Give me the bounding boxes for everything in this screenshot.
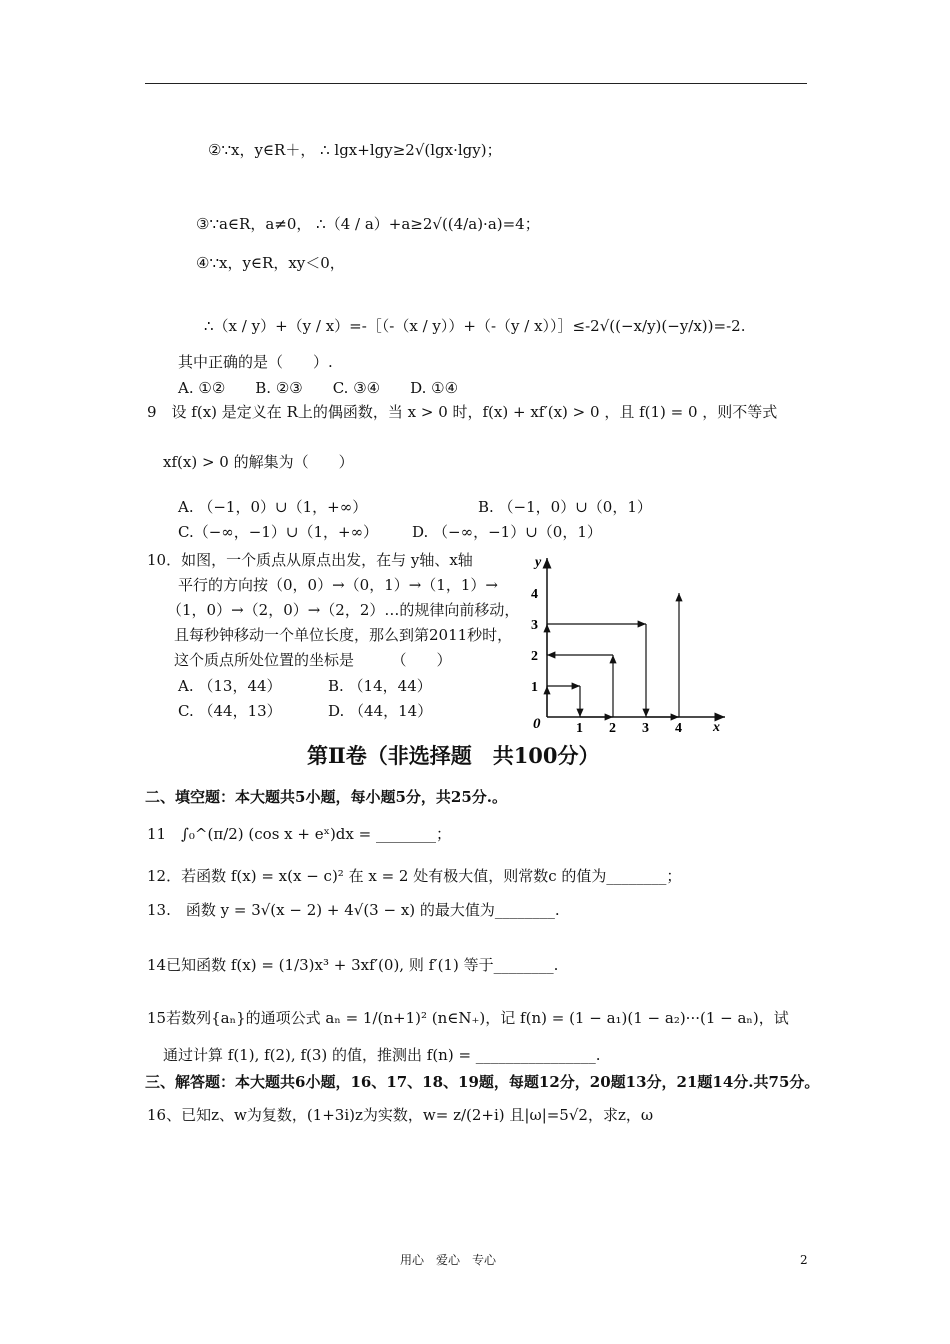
y-tick-label: 4 (531, 587, 538, 602)
question-9-stem: 9 设 f(x) 是定义在 R上的偶函数，当 x > 0 时，f(x) + xf′(x) > 0 ，且 f(1) = 0 ，则不等式 (147, 403, 778, 421)
header-rule (145, 83, 807, 84)
question-11: 11 ∫₀^(π/2) (cos x + eˣ)dx = ________； (147, 825, 451, 843)
question-10-option-d: D. （44，14） (328, 702, 433, 720)
question-16: 16、已知z、w为复数，(1+3i)z为实数，w= z/(2+i) 且|ω|=5√2，求z，ω (147, 1106, 654, 1124)
question-8-options: A. ①② B. ②③ C. ③④ D. ①④ (178, 379, 459, 397)
question-10-line-3: （1，0）→（2，0）→（2，2）…的规律向前移动， (167, 601, 520, 619)
origin-label: 0 (533, 716, 541, 732)
statement-4-conclusion: ∴（x / y）+（y / x）=-［（-（x / y））+（-（y / x））］≤-2√((−x/y)(−y/x))=-2. (204, 317, 746, 335)
question-10-line-2: 平行的方向按（0，0）→（0，1）→（1，1）→ (178, 576, 498, 594)
question-14: 14已知函数 f(x) = (1/3)x³ + 3xf′(0), 则 f′(1) 等于________. (147, 956, 559, 974)
question-13: 13. 函数 y = 3√(x − 2) + 4√(3 − x) 的最大值为________. (147, 901, 560, 919)
x-tick-label: 1 (576, 721, 583, 736)
question-9-option-d: D. （−∞，−1）∪（0，1） (412, 523, 602, 541)
x-axis-label: x (713, 720, 720, 735)
question-9-option-b: B. （−1，0）∪（0，1） (478, 498, 652, 516)
y-tick-label: 1 (531, 680, 538, 695)
statement-4: ④∵x，y∈R，xy＜0， (196, 254, 345, 272)
question-9-option-c: C.（−∞，−1）∪（1，+∞） (178, 523, 379, 541)
question-15-line-1: 15若数列{aₙ}的通项公式 aₙ = 1/(n+1)² (n∈N₊)，记 f(n) = (1 − a₁)(1 − a₂)···(1 − aₙ)，试 (147, 1009, 789, 1027)
particle-path-figure (525, 552, 745, 737)
section-2-heading: 二、填空题：本大题共5小题，每小题5分，共25分.。 (145, 788, 507, 806)
footer-motto: 用心 爱心 专心 (400, 1253, 497, 1267)
y-axis-label: y (535, 555, 542, 570)
question-10-line-5: 这个质点所处位置的坐标是 （ ） (174, 651, 452, 669)
y-tick-label: 2 (531, 649, 538, 664)
question-10-line-4: 且每秒钟移动一个单位长度，那么到第2011秒时， (174, 626, 513, 644)
question-10-option-a: A. （13，44） (178, 677, 282, 695)
x-tick-label: 3 (642, 721, 649, 736)
question-9-stem-2: xf(x) > 0 的解集为（ ） (163, 453, 354, 471)
question-9-option-a: A. （−1，0）∪（1，+∞） (178, 498, 368, 516)
statement-2: ②∵x，y∈R＋， ∴ lgx+lgy≥2√(lgx·lgy)； (208, 141, 502, 159)
statement-3: ③∵a∈R，a≠0， ∴（4 / a）+a≥2√((4/a)·a)=4； (196, 215, 540, 233)
question-10-option-b: B. （14，44） (328, 677, 432, 695)
x-tick-label: 2 (609, 721, 616, 736)
question-10-option-c: C. （44，13） (178, 702, 282, 720)
page-number: 2 (800, 1253, 808, 1267)
section-3-heading: 三、解答题：本大题共6小题，16、17、18、19题，每题12分，20题13分，21题14分.共75分。 (145, 1073, 820, 1091)
question-12: 12．若函数 f(x) = x(x − c)² 在 x = 2 处有极大值，则常数c 的值为________； (147, 867, 682, 885)
part-2-title: 第Ⅱ卷（非选择题 共100分） (307, 743, 600, 768)
x-tick-label: 4 (675, 721, 682, 736)
question-15-line-2: 通过计算 f(1), f(2), f(3) 的值，推测出 f(n) = ________________. (163, 1046, 601, 1064)
question-8-ask: 其中正确的是（ ）. (178, 353, 333, 371)
y-tick-label: 3 (531, 618, 538, 633)
question-10-line-1: 10．如图，一个质点从原点出发，在与 y轴、x轴 (147, 551, 473, 569)
